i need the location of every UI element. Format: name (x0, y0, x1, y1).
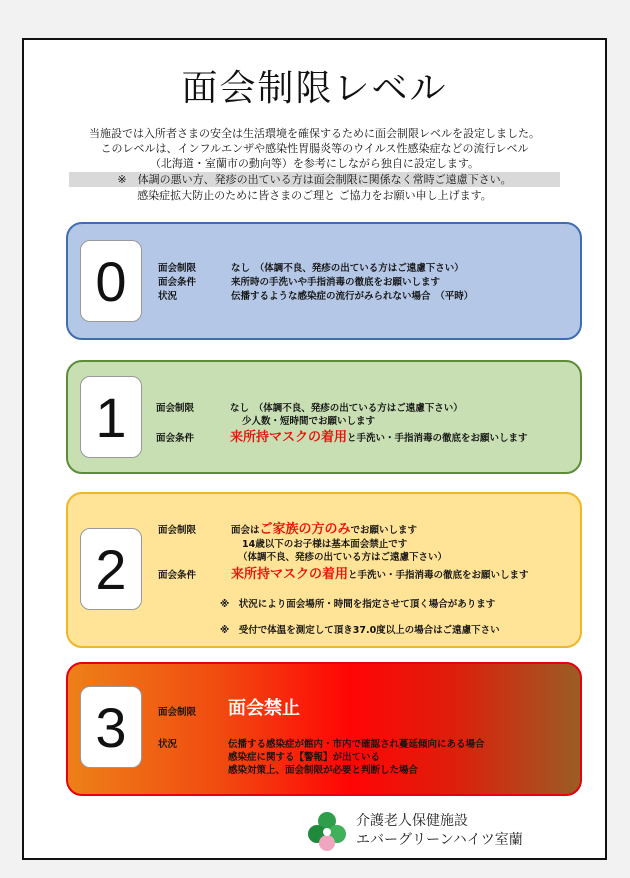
page-title: 面会制限レベル (181, 68, 448, 109)
condition-highlight: 来所持マスクの着用 (231, 567, 349, 582)
status-text-1: 伝播する感染症が館内・市内で確認され蔓延傾向にある場合 (228, 739, 485, 750)
level-2-card (66, 492, 582, 648)
intro-line-3: （北海道・室蘭市の動向等）を参考にしながら独自に設定します。 (149, 157, 480, 170)
restriction-text-2: 14歳以下のお子様は基本面会禁止です (242, 539, 408, 550)
level-number: 2 (80, 528, 142, 610)
status-text-3: 感染対策上、面会制限が必要と判断した場合 (228, 765, 419, 776)
intro-line-2: このレベルは、インフルエンザや感染性胃腸炎等のウイルス性感染症などの流行レベル (100, 142, 529, 155)
label-restriction: 面会制限 (156, 403, 195, 414)
condition-rest: と手洗い・手指消毒の徹底をお願いします (347, 433, 528, 444)
restriction-text: なし （体調不良、発疹の出ている方はご遠慮下さい） (231, 263, 464, 274)
restriction-pre: 面会は (231, 525, 260, 536)
condition-rest: と手洗い・手指消毒の徹底をお願いします (348, 570, 529, 581)
restriction-text: 面会禁止 (228, 698, 300, 719)
note-1: ※ 状況により面会場所・時間を指定させて頂く場合があります (220, 599, 496, 610)
status-text: 伝播するような感染症の流行がみられない場合 （平時） (231, 291, 474, 302)
label-status: 状況 (158, 739, 178, 750)
intro-line-5: 感染症拡大防止のために皆さまのご理と ご協力をお願い申し上げます。 (137, 189, 492, 202)
level-3-card (66, 662, 582, 796)
restriction-text: なし （体調不良、発疹の出ている方はご遠慮下さい） (230, 403, 463, 414)
clover-logo-icon (306, 810, 348, 852)
note-2: ※ 受付で体温を測定して頂き37.0度以上の場合はご遠慮下さい (220, 625, 500, 636)
condition-text: 来所時の手洗いや手指消毒の徹底をお願いします (231, 277, 441, 288)
level-number: 1 (80, 376, 142, 458)
notice-sheet (22, 38, 607, 860)
facility-name-line-2: エバーグリーンハイツ室蘭 (356, 832, 523, 848)
level-0-card (66, 222, 582, 340)
label-status: 状況 (158, 291, 178, 302)
condition-text (231, 563, 529, 582)
label-restriction: 面会制限 (158, 525, 197, 536)
level-1-card (66, 360, 582, 474)
label-condition: 面会条件 (156, 433, 195, 444)
restriction-text-3: （体調不良、発疹の出ている方はご遠慮下さい） (238, 552, 448, 563)
restriction-text (231, 518, 417, 537)
facility-name-line-1: 介護老人保健施設 (356, 813, 468, 829)
level-number: 0 (80, 240, 142, 322)
restriction-highlight: ご家族の方のみ (259, 522, 351, 537)
label-condition: 面会条件 (158, 277, 197, 288)
condition-highlight: 来所持マスクの着用 (230, 430, 348, 445)
status-text-2: 感染症に関する【警報】が出ている (228, 752, 381, 763)
label-condition: 面会条件 (158, 570, 197, 581)
intro-note: ※ 体調の悪い方、発疹の出ている方は面会制限に関係なく常時ご遠慮下さい。 (69, 172, 559, 187)
label-restriction: 面会制限 (158, 707, 197, 718)
intro-line-1: 当施設では入所者さまの安全は生活環境を確保するために面会制限レベルを設定しました。 (89, 127, 540, 140)
label-restriction: 面会制限 (158, 263, 197, 274)
restriction-post: でお願いします (350, 525, 418, 536)
intro-text (24, 126, 605, 203)
level-number: 3 (80, 686, 142, 768)
condition-text (230, 426, 528, 445)
restriction-text-2: 少人数・短時間でお願いします (242, 416, 376, 427)
facility-footer (306, 810, 523, 852)
